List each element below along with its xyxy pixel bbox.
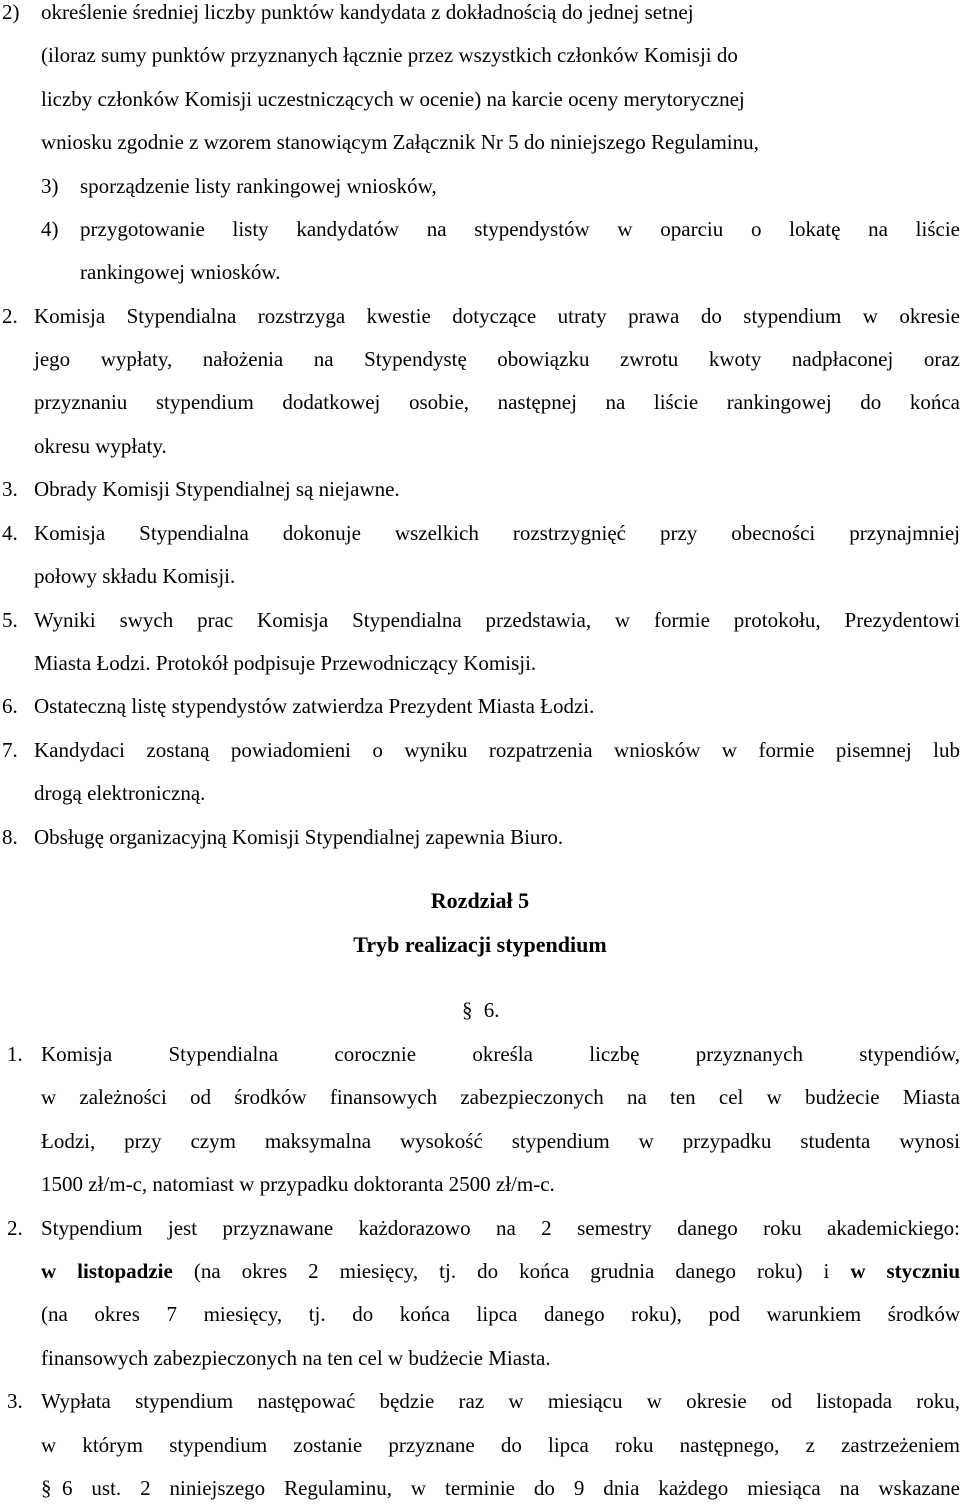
paragraph-number: 7.	[2, 738, 18, 762]
chapter-title: Rozdział 5	[430, 888, 530, 913]
list-item-line: przygotowanie listy kandydatów na stypendystów w oparciu o lokatę na liście	[80, 217, 960, 241]
section-item-line: Stypendium jest przyznawane każdorazowo na 2 semestry danego roku akademickiego:	[41, 1216, 960, 1240]
list-item-line: rankingowej wniosków.	[80, 260, 281, 284]
list-item-line: wniosku zgodnie z wzorem stanowiącym Załącznik Nr 5 do niniejszego Regulaminu,	[41, 130, 759, 154]
paragraph-line: Obsługę organizacyjną Komisji Stypendialnej zapewnia Biuro.	[34, 825, 564, 849]
section-item-line: 6 ust. 2 niniejszego Regulaminu, w terminie do 9 dnia każdego miesiąca na wskazane	[62, 1476, 960, 1500]
paragraph-line: Wyniki swych prac Komisja Stypendialna przedstawia, w formie protokołu, Prezydentowi	[34, 608, 960, 632]
paragraph-number: 4.	[2, 521, 18, 545]
paragraph-number: 8.	[2, 825, 18, 849]
section-sign: §	[41, 1476, 52, 1500]
section-number: 6.	[483, 998, 500, 1022]
list-item-label: 2)	[2, 0, 20, 24]
section-sign: §	[462, 998, 473, 1022]
paragraph-line: Miasta Łodzi. Protokół podpisuje Przewodniczący Komisji.	[34, 651, 537, 675]
paragraph-line: okresu wypłaty.	[34, 434, 167, 458]
section-item-line: Łodzi, przy czym maksymalna wysokość stypendium w przypadku studenta wynosi	[41, 1129, 960, 1153]
list-item-line: określenie średniej liczby punktów kandydata z dokładnością do jednej setnej	[41, 0, 694, 24]
section-item-line: 1500 zł/m-c, natomiast w przypadku doktoranta 2500 zł/m-c.	[41, 1172, 555, 1196]
list-item-label: 3)	[41, 174, 59, 198]
paragraph-line: przyznaniu stypendium dodatkowej osobie, następnej na liście rankingowej do końca	[34, 390, 960, 414]
paragraph-number: 2.	[2, 304, 18, 328]
chapter-subtitle: Tryb realizacji stypendium	[353, 932, 607, 957]
bold-term-january: w styczniu	[850, 1259, 960, 1283]
paragraph-line: jego wypłaty, nałożenia na Stypendystę obowiązku zwrotu kwoty nadpłaconej oraz	[34, 347, 960, 371]
paragraph-line: Komisja Stypendialna rozstrzyga kwestie dotyczące utraty prawa do stypendium w okresie	[34, 304, 960, 328]
paragraph-line: Kandydaci zostaną powiadomieni o wyniku rozpatrzenia wniosków w formie pisemnej lub	[34, 738, 960, 762]
section-item-line: Komisja Stypendialna corocznie określa liczbę przyznanych stypendiów,	[41, 1042, 960, 1066]
paragraph-line: Ostateczną listę stypendystów zatwierdza Prezydent Miasta Łodzi.	[34, 694, 595, 718]
section-item-line: w listopadzie (na okres 2 miesięcy, tj. do końca grudnia danego roku) i w styczniu	[41, 1259, 960, 1283]
section-item-line: w zależności od środków finansowych zabezpieczonych na ten cel w budżecie Miasta	[41, 1085, 960, 1109]
section-item-number: 1.	[7, 1042, 23, 1066]
list-item-line: liczby członków Komisji uczestniczących w ocenie) na karcie oceny merytorycznej	[41, 87, 745, 111]
paragraph-line: Obrady Komisji Stypendialnej są niejawne.	[34, 477, 400, 501]
paragraph-number: 6.	[2, 694, 18, 718]
section-item-line: w którym stypendium zostanie przyznane do lipca roku następnego, z zastrzeżeniem	[41, 1433, 960, 1457]
paragraph-number: 5.	[2, 608, 18, 632]
list-item-line: sporządzenie listy rankingowej wniosków,	[80, 174, 437, 198]
section-item-number: 3.	[7, 1389, 23, 1413]
paragraph-line: połowy składu Komisji.	[34, 564, 236, 588]
list-item-line: (iloraz sumy punktów przyznanych łącznie przez wszystkich członków Komisji do	[41, 43, 738, 67]
bold-term-november: w listopadzie	[41, 1259, 173, 1283]
list-item-label: 4)	[41, 217, 59, 241]
paragraph-number: 3.	[2, 477, 18, 501]
section-item-number: 2.	[7, 1216, 23, 1240]
paragraph-line: drogą elektroniczną.	[34, 781, 206, 805]
section-item-line: (na okres 7 miesięcy, tj. do końca lipca danego roku), pod warunkiem środków	[41, 1302, 960, 1326]
section-heading	[462, 998, 500, 1022]
paragraph-line: Komisja Stypendialna dokonuje wszelkich rozstrzygnięć przy obecności przynajmniej	[34, 521, 960, 545]
section-item-line: Wypłata stypendium następować będzie raz w miesiącu w okresie od listopada roku,	[41, 1389, 960, 1413]
section-item-line: finansowych zabezpieczonych na ten cel w budżecie Miasta.	[41, 1346, 551, 1370]
